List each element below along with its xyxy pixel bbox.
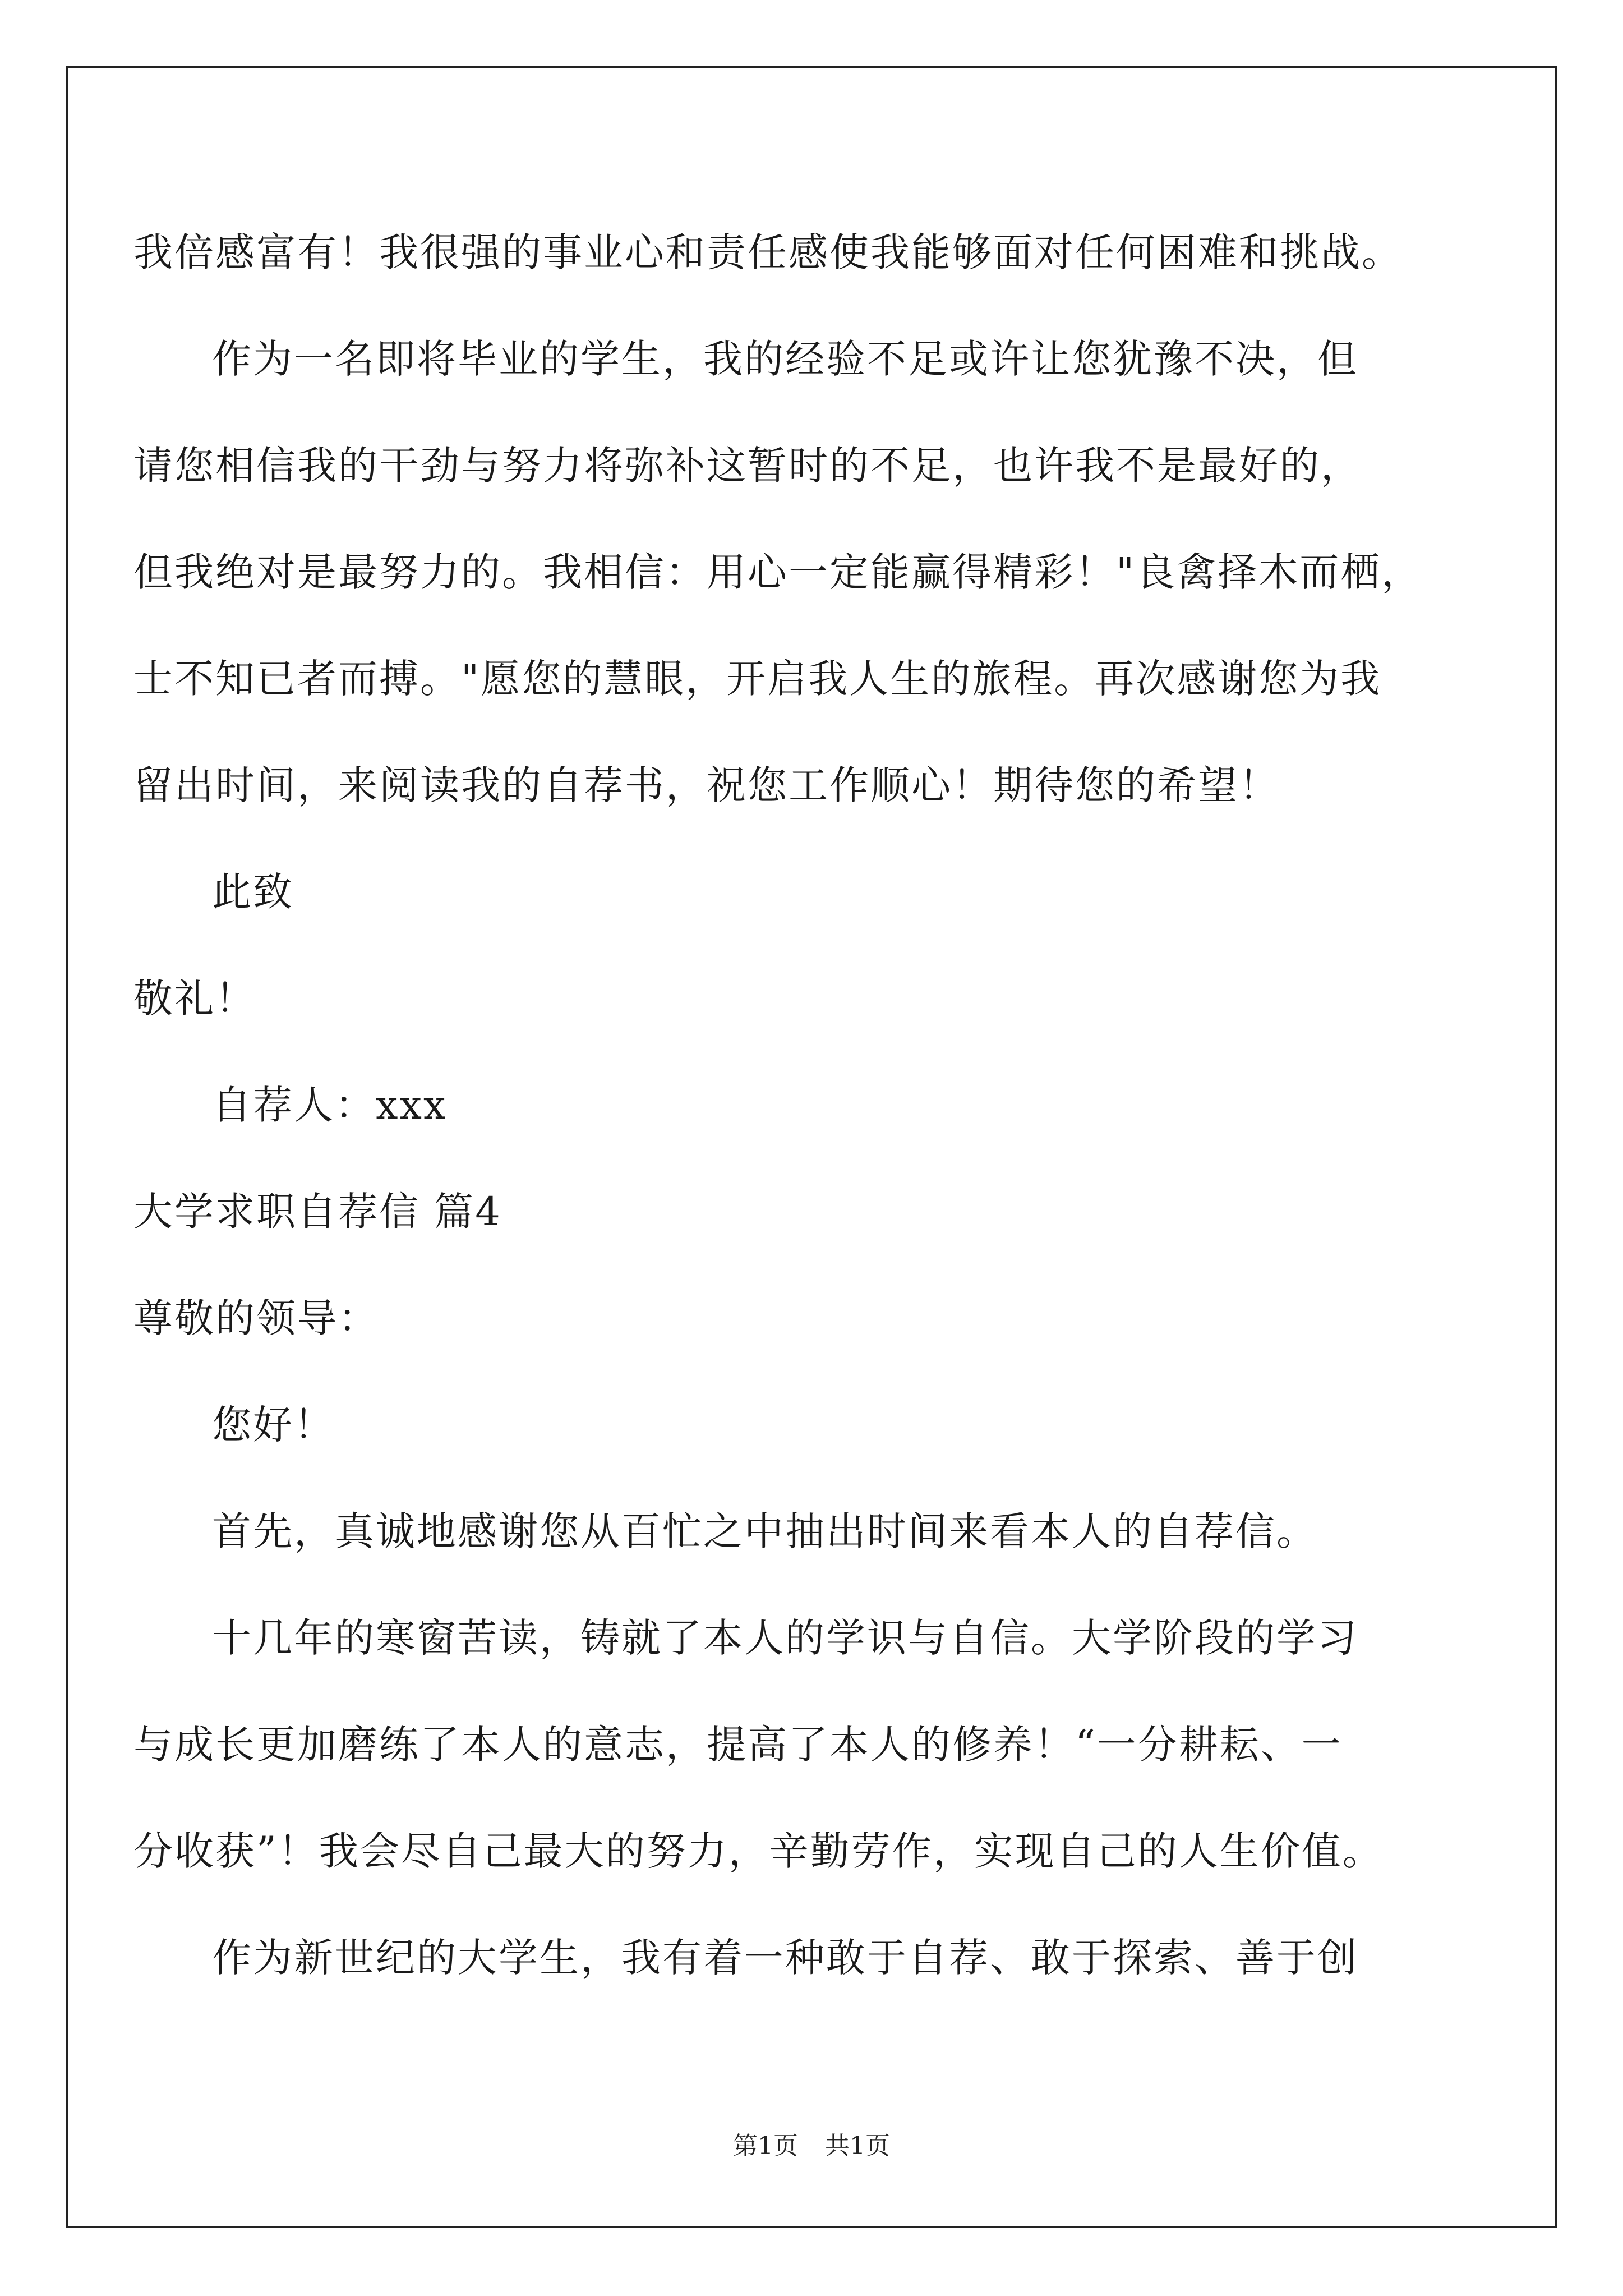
greeting-hello: 您好！ (212, 1402, 335, 1448)
text-line: 留出时间，来阅读我的自荐书，祝您工作顺心！期待您的希望！ (133, 762, 1280, 808)
greeting-line: 尊敬的领导： (133, 1295, 379, 1341)
closing-salutation: 此致 (212, 869, 294, 915)
text-line: 作为新世纪的大学生，我有着一种敢于自荐、敢于探索、善于创 (212, 1935, 1358, 1981)
text-line: 首先，真诚地感谢您从百忙之中抽出时间来看本人的自荐信。 (212, 1508, 1317, 1554)
page-footer (0, 2129, 1623, 2163)
text-line: 士不知已者而搏。"愿您的慧眼，开启我人生的旅程。再次感谢您为我 (133, 656, 1382, 702)
closing-regards: 敬礼！ (133, 976, 256, 1022)
text-line: 请您相信我的干劲与努力将弥补这暂时的不足，也许我不是最好的， (133, 443, 1362, 489)
text-line: 作为一名即将毕业的学生，我的经验不足或许让您犹豫不决，但 (212, 336, 1358, 382)
text-line: 十几年的寒窗苦读，铸就了本人的学识与自信。大学阶段的学习 (212, 1615, 1358, 1661)
section-heading: 大学求职自荐信 篇4 (133, 1189, 502, 1235)
text-line: 我倍感富有！我很强的事业心和责任感使我能够面对任何困难和挑战。 (133, 229, 1403, 275)
page-border (66, 66, 1557, 2228)
page-total: 共1页 (825, 2132, 890, 2160)
text-line: 分收获”！我会尽自己最大的努力，辛勤劳作，实现自己的人生价值。 (133, 1828, 1384, 1874)
signature-line: 自荐人：xxx (212, 1082, 448, 1128)
text-line: 但我绝对是最努力的。我相信：用心一定能赢得精彩！"良禽择木而栖， (133, 549, 1423, 595)
text-line: 与成长更加磨练了本人的意志，提高了本人的修养！“一分耕耘、一 (133, 1722, 1343, 1768)
page-number: 第1页 (733, 2132, 798, 2160)
